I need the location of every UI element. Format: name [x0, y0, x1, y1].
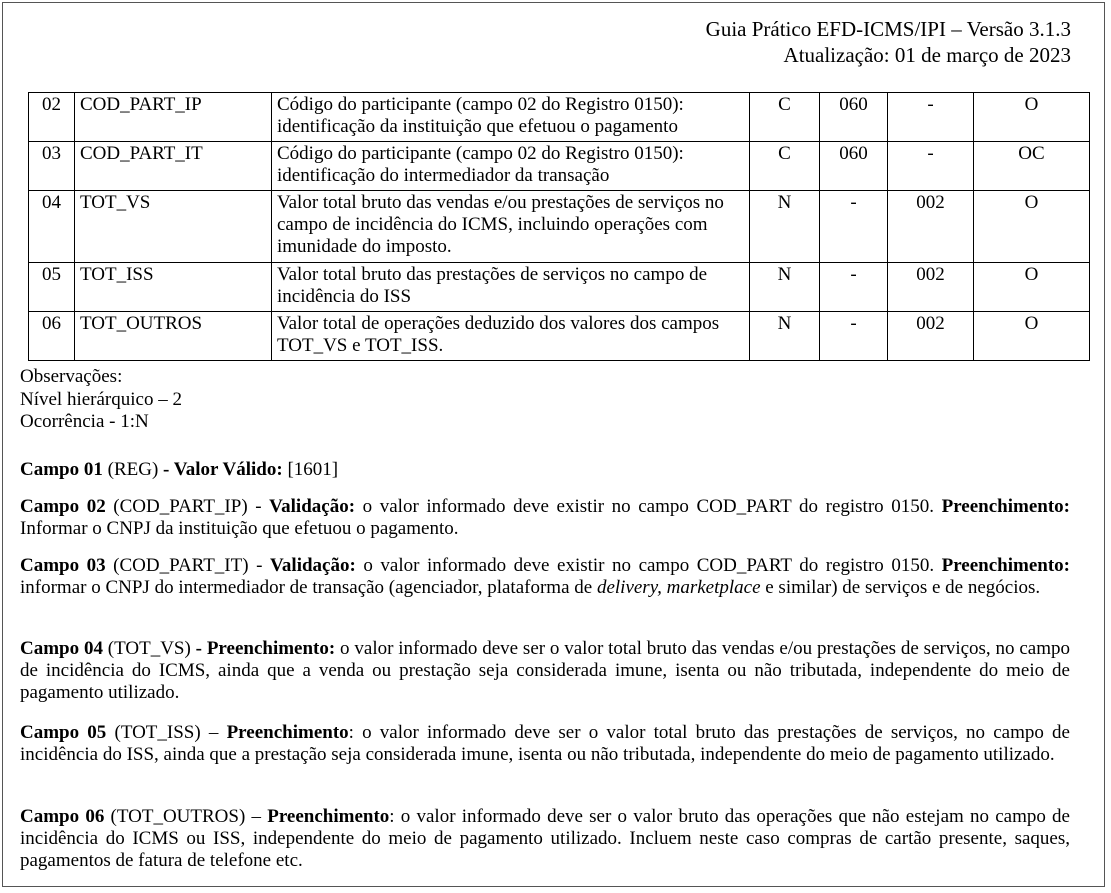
observations — [20, 366, 182, 434]
field-name: COD_PART_IT — [75, 142, 272, 191]
campo-italic: marketplace — [666, 577, 761, 598]
campo-keyword: Preenchimento — [267, 806, 390, 827]
field-number: 05 — [29, 263, 75, 312]
field-decimals: 002 — [888, 191, 974, 263]
campo-01-paragraph — [20, 459, 1070, 481]
table-row — [29, 93, 1090, 142]
field-obligation: O — [974, 93, 1090, 142]
field-obligation: O — [974, 263, 1090, 312]
field-obligation: O — [974, 312, 1090, 361]
campo-text: informar o CNPJ do intermediador de transação (agenciador, plataforma de — [20, 577, 597, 598]
field-size: - — [820, 263, 888, 312]
table-row — [29, 263, 1090, 312]
field-size: 060 — [820, 142, 888, 191]
campo-05-paragraph — [20, 722, 1070, 766]
field-size: - — [820, 312, 888, 361]
campo-text: o valor informado deve ser o valor total bruto das vendas e/ou prestações de serviços, no campo de incidência do ICMS, ainda que a venda ou prestação seja considerada imune, isenta ou não tributada, independente do meio de pagamento utilizado. — [20, 638, 1070, 703]
campo-04-paragraph — [20, 638, 1070, 704]
field-description: Valor total de operações deduzido dos valores dos campos TOT_VS e TOT_ISS. — [272, 312, 750, 361]
field-number: 06 — [29, 312, 75, 361]
campo-text: : o valor informado deve ser o valor total bruto das prestações de serviços, no campo de incidência do ISS, ainda que a prestação seja considerada imune, isenta ou não tributada, independente do meio de pagamento utilizado. — [20, 722, 1070, 765]
field-type: C — [750, 142, 820, 191]
field-description: Código do participante (campo 02 do Registro 0150): identificação do intermediador da transação — [272, 142, 750, 191]
campo-keyword: Preenchimento: — [941, 555, 1070, 576]
campo-italic: delivery, — [596, 577, 662, 598]
campo-keyword: Validação: — [269, 496, 356, 517]
campo-keyword: Preenchimento — [226, 722, 349, 743]
campo-label: Campo 06 — [20, 806, 105, 827]
campo-text: o valor informado deve existir no campo COD_PART do registro 0150. — [355, 555, 942, 576]
field-size: 060 — [820, 93, 888, 142]
campo-label: Campo 03 — [20, 555, 106, 576]
field-name: TOT_VS — [75, 191, 272, 263]
header-title: Guia Prático EFD-ICMS/IPI – Versão 3.1.3 — [705, 17, 1071, 41]
document-header — [706, 16, 1071, 68]
campo-03-paragraph — [20, 555, 1070, 599]
field-type: N — [750, 191, 820, 263]
header-update-date: Atualização: 01 de março de 2023 — [783, 43, 1071, 67]
campo-02-paragraph — [20, 496, 1070, 540]
field-name: TOT_ISS — [75, 263, 272, 312]
campo-text: [1601] — [282, 459, 339, 480]
campo-keyword: Validação: — [269, 555, 356, 576]
campo-keyword: - Preenchimento: — [195, 638, 336, 659]
table-row — [29, 312, 1090, 361]
field-type: N — [750, 312, 820, 361]
field-obligation: O — [974, 191, 1090, 263]
field-decimals: 002 — [888, 263, 974, 312]
field-name: COD_PART_IP — [75, 93, 272, 142]
campo-label: Campo 04 — [20, 638, 103, 659]
campo-ref: (TOT_VS) — [102, 638, 196, 659]
table-row — [29, 142, 1090, 191]
field-description: Valor total bruto das prestações de serviços no campo de incidência do ISS — [272, 263, 750, 312]
campo-text: e similar) de serviços e de negócios. — [760, 577, 1041, 598]
field-number: 04 — [29, 191, 75, 263]
campo-label: Campo 02 — [20, 496, 106, 517]
field-obligation: OC — [974, 142, 1090, 191]
field-name: TOT_OUTROS — [75, 312, 272, 361]
campo-label: Campo 05 — [20, 722, 107, 743]
campo-text: o valor informado deve existir no campo COD_PART do registro 0150. — [355, 496, 942, 517]
field-description: Código do participante (campo 02 do Registro 0150): identificação da instituição que efetuou o pagamento — [272, 93, 750, 142]
campo-keyword: - Valor Válido: — [163, 459, 283, 480]
table-row — [29, 191, 1090, 263]
field-description: Valor total bruto das vendas e/ou prestações de serviços no campo de incidência do ICMS, incluindo operações com imunidade do imposto. — [272, 191, 750, 263]
campo-ref: (TOT_ISS) – — [106, 722, 227, 743]
field-decimals: - — [888, 142, 974, 191]
fields-table — [28, 92, 1090, 361]
field-type: N — [750, 263, 820, 312]
field-type: C — [750, 93, 820, 142]
hierarchy-level: Nível hierárquico – 2 — [20, 388, 182, 410]
field-size: - — [820, 191, 888, 263]
campo-ref: (COD_PART_IT) - — [105, 555, 270, 576]
campo-label: Campo 01 — [20, 459, 103, 480]
campo-keyword: Preenchimento: — [941, 496, 1070, 517]
campo-ref: (TOT_OUTROS) – — [104, 806, 268, 827]
field-number: 02 — [29, 93, 75, 142]
campo-text: Informar o CNPJ da instituição que efetuou o pagamento. — [20, 518, 459, 539]
field-number: 03 — [29, 142, 75, 191]
campo-ref: (REG) — [102, 459, 164, 480]
campo-ref: (COD_PART_IP) - — [105, 496, 270, 517]
observations-title: Observações: — [20, 366, 123, 387]
field-decimals: - — [888, 93, 974, 142]
campo-06-paragraph — [20, 806, 1070, 872]
field-decimals: 002 — [888, 312, 974, 361]
occurrence: Ocorrência - 1:N — [20, 411, 149, 432]
campo-text: : o valor informado deve ser o valor bruto das operações que não estejam no campo de incidência do ICMS ou ISS, independente do meio de pagamento utilizado. Incluem neste caso compras de cartão presente, saques, pagamentos de fatura de telefone etc. — [20, 806, 1070, 871]
